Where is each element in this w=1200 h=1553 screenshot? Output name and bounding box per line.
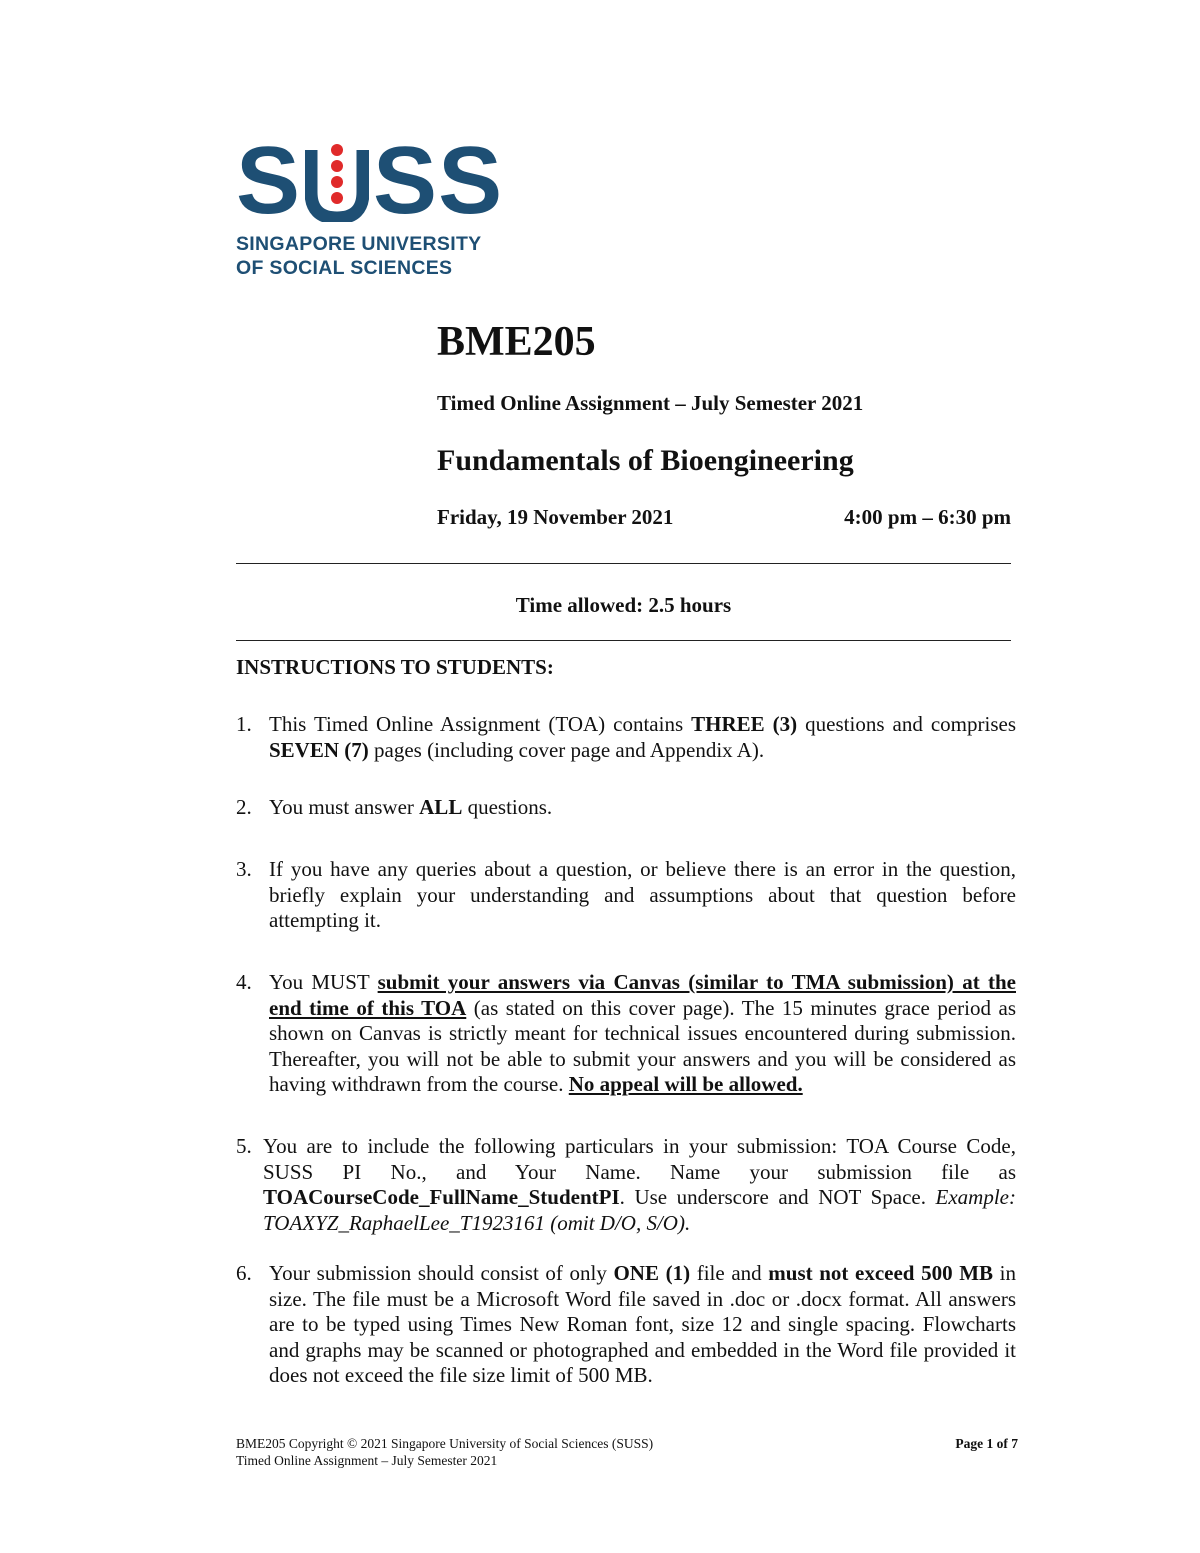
exam-date: Friday, 19 November 2021 [437,505,674,529]
item-number: 3. [236,857,252,881]
logo-line-2: OF SOCIAL SCIENCES [236,257,453,279]
footer-assignment: Timed Online Assignment – July Semester 2021 [236,1453,498,1468]
course-title: Fundamentals of Bioengineering [437,444,854,477]
item-number: 6. [236,1261,252,1285]
logo-u-glyph [305,140,369,222]
divider-top [236,563,1011,564]
item-text: You MUST submit your answers via Canvas (similar to TMA submission) at the end time of this TOA (as stated on this cover page). The 15 minutes grace period as shown on Canvas is strictly meant for technical issues encountered during submission. Thereafter, you will not be able to submit your answers and you will be considered as having withdrawn from the course. No appeal will be allowed. [269,970,1016,1096]
footer-copyright: BME205 Copyright © 2021 Singapore University of Social Sciences (SUSS) [236,1436,654,1451]
page-number: Page 1 of 7 [955,1436,1018,1451]
submission-requirement: submit your answers via Canvas (similar to TMA submission) at the end time of this TOA [269,970,1016,1020]
logo-line-1: SINGAPORE UNIVERSITY [236,233,482,255]
logo-u-icon [305,140,369,222]
instruction-item [236,712,1016,763]
logo-letter-s2: S [373,127,439,234]
page-footer [236,1435,1018,1469]
item-number: 1. [236,712,252,736]
filename-format: TOACourseCode_FullName_StudentPI [263,1185,620,1209]
item-number: 2. [236,795,252,819]
logo-letter-s3: S [438,127,504,234]
assignment-line: Timed Online Assignment – July Semester 2021 [437,391,864,415]
item-text: If you have any queries about a question, or believe there is an error in the question, briefly explain your understanding and assumptions about that question before attempting it. [269,857,1016,932]
instructions-heading: INSTRUCTIONS TO STUDENTS: [236,655,554,679]
exam-time: 4:00 pm – 6:30 pm [844,505,1011,529]
item-text: This Timed Online Assignment (TOA) contains THREE (3) questions and comprises SEVEN (7) pages (including cover page and Appendix A). [269,712,1016,762]
instruction-item [236,1261,1016,1389]
divider-bottom [236,640,1011,641]
suss-logo [236,127,506,280]
instruction-item [236,970,1016,1098]
item-text: You must answer ALL questions. [269,795,553,819]
item-text: Your submission should consist of only ONE (1) file and must not exceed 500 MB in size. The file must be a Microsoft Word file saved in .doc or .docx format. All answers are to be typed using Times New Roman font, size 12 and single spacing. Flowcharts and graphs may be scanned or photographed and embedded in the Word file provided it does not exceed the file size limit of 500 MB. [269,1261,1017,1387]
time-allowed: Time allowed: 2.5 hours [515,593,732,617]
logo-letter-s1: S [236,127,302,234]
logo-wordmark [236,127,506,234]
no-appeal-notice: No appeal will be allowed. [568,1072,803,1096]
item-number: 4. [236,970,252,994]
instruction-item [236,857,1016,934]
instruction-item [236,795,1016,821]
filename-example: Example: TOAXYZ_RaphaelLee_T1923161 (omit D/O, S/O). [263,1185,1016,1235]
item-text: You are to include the following particulars in your submission: TOA Course Code, SUSS PI No., and Your Name. Name your submission file as TOACourseCode_FullName_StudentPI. Use underscore and NOT Space. Example: TOAXYZ_RaphaelLee_T1923161 (omit D/O, S/O). [263,1134,1016,1235]
course-code: BME205 [437,319,596,365]
instruction-item [236,1134,1016,1236]
item-number: 5. [236,1134,252,1158]
